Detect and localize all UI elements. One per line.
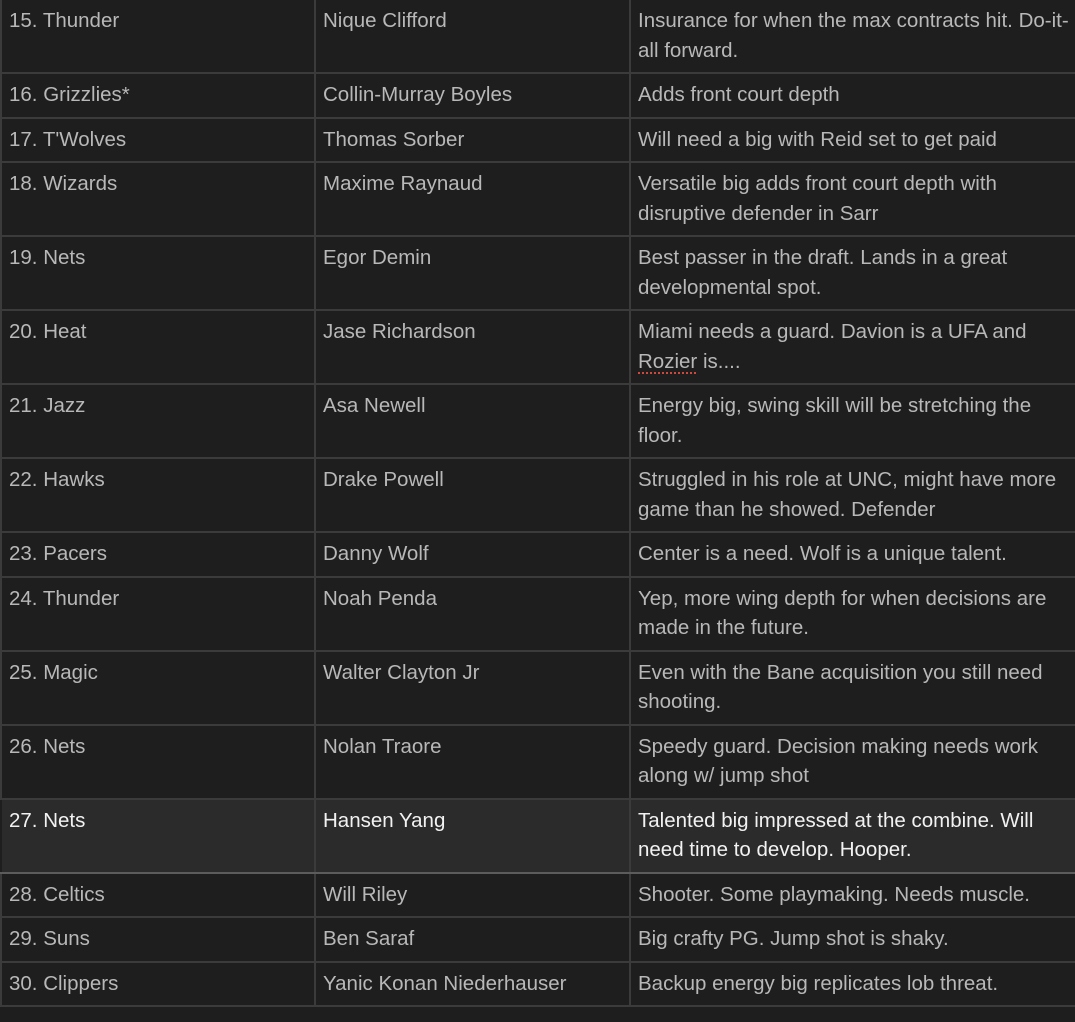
pick-cell[interactable]: 22. Hawks	[1, 458, 315, 532]
pick-cell[interactable]: 16. Grizzlies*	[1, 73, 315, 118]
player-cell[interactable]: Will Riley	[315, 873, 630, 918]
note-text: Miami needs a guard. Davion is a UFA and	[638, 320, 1027, 343]
player-cell[interactable]: Nolan Traore	[315, 725, 630, 799]
table-row[interactable]	[1, 532, 1075, 577]
note-cell[interactable]: Big crafty PG. Jump shot is shaky.	[630, 917, 1075, 962]
note-cell[interactable]: Even with the Bane acquisition you still need shooting.	[630, 651, 1075, 725]
spellcheck-flagged-word[interactable]: Rozier	[638, 349, 698, 373]
pick-cell[interactable]: 20. Heat	[1, 310, 315, 384]
note-text: is....	[697, 349, 741, 373]
table-row[interactable]	[1, 458, 1075, 532]
table-row-selected[interactable]	[1, 799, 1075, 873]
player-cell[interactable]: Danny Wolf	[315, 532, 630, 577]
note-cell[interactable]: Adds front court depth	[630, 73, 1075, 118]
note-cell[interactable]: Struggled in his role at UNC, might have more game than he showed. Defender	[630, 458, 1075, 532]
player-cell[interactable]: Asa Newell	[315, 384, 630, 458]
table-row[interactable]	[1, 651, 1075, 725]
pick-cell[interactable]: 25. Magic	[1, 651, 315, 725]
note-cell[interactable]: Shooter. Some playmaking. Needs muscle.	[630, 873, 1075, 918]
player-cell[interactable]: Jase Richardson	[315, 310, 630, 384]
table-row[interactable]	[1, 873, 1075, 918]
note-cell[interactable]: Speedy guard. Decision making needs work along w/ jump shot	[630, 725, 1075, 799]
player-cell[interactable]: Walter Clayton Jr	[315, 651, 630, 725]
note-cell[interactable]: Energy big, swing skill will be stretching the floor.	[630, 384, 1075, 458]
pick-cell[interactable]: 29. Suns	[1, 917, 315, 962]
table-row[interactable]	[1, 725, 1075, 799]
pick-cell[interactable]: 27. Nets	[1, 799, 315, 873]
note-cell[interactable]: Insurance for when the max contracts hit. Do-it-all forward.	[630, 0, 1075, 73]
note-cell[interactable]: Will need a big with Reid set to get paid	[630, 118, 1075, 163]
pick-cell[interactable]: 21. Jazz	[1, 384, 315, 458]
note-cell[interactable]: Talented big impressed at the combine. Will need time to develop. Hooper.	[630, 799, 1075, 873]
pick-cell[interactable]: 17. T'Wolves	[1, 118, 315, 163]
player-cell[interactable]: Noah Penda	[315, 577, 630, 651]
pick-cell[interactable]: 28. Celtics	[1, 873, 315, 918]
player-cell[interactable]: Nique Clifford	[315, 0, 630, 73]
player-cell[interactable]: Ben Saraf	[315, 917, 630, 962]
note-cell[interactable]: Backup energy big replicates lob threat.	[630, 962, 1075, 1007]
note-cell[interactable]: Center is a need. Wolf is a unique talent.	[630, 532, 1075, 577]
table-row[interactable]	[1, 118, 1075, 163]
player-cell[interactable]: Yanic Konan Niederhauser	[315, 962, 630, 1007]
player-cell[interactable]: Maxime Raynaud	[315, 162, 630, 236]
note-cell[interactable]: Yep, more wing depth for when decisions are made in the future.	[630, 577, 1075, 651]
pick-cell[interactable]: 18. Wizards	[1, 162, 315, 236]
player-cell[interactable]: Egor Demin	[315, 236, 630, 310]
note-cell[interactable]: Versatile big adds front court depth with disruptive defender in Sarr	[630, 162, 1075, 236]
player-cell[interactable]: Collin-Murray Boyles	[315, 73, 630, 118]
pick-cell[interactable]: 15. Thunder	[1, 0, 315, 73]
pick-cell[interactable]: 24. Thunder	[1, 577, 315, 651]
pick-cell[interactable]: 19. Nets	[1, 236, 315, 310]
pick-cell[interactable]: 23. Pacers	[1, 532, 315, 577]
note-cell[interactable]: Best passer in the draft. Lands in a great developmental spot.	[630, 236, 1075, 310]
table-row[interactable]	[1, 0, 1075, 73]
table-row[interactable]	[1, 310, 1075, 384]
table-row[interactable]	[1, 577, 1075, 651]
table-row[interactable]	[1, 384, 1075, 458]
table-row[interactable]	[1, 917, 1075, 962]
table-row[interactable]	[1, 962, 1075, 1007]
player-cell[interactable]: Drake Powell	[315, 458, 630, 532]
table-row[interactable]	[1, 162, 1075, 236]
table-row[interactable]	[1, 73, 1075, 118]
table-row[interactable]	[1, 236, 1075, 310]
player-cell[interactable]: Thomas Sorber	[315, 118, 630, 163]
player-cell[interactable]: Hansen Yang	[315, 799, 630, 873]
pick-cell[interactable]: 30. Clippers	[1, 962, 315, 1007]
note-cell[interactable]	[630, 310, 1075, 384]
pick-cell[interactable]: 26. Nets	[1, 725, 315, 799]
